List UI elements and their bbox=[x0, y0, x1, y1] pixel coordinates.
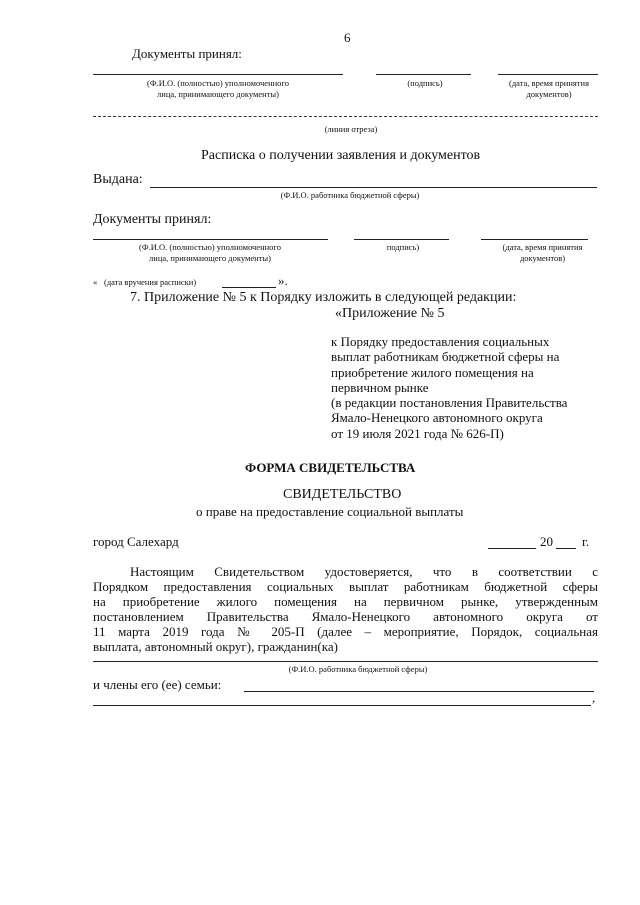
reference-line: (в редакции постановления Правительства bbox=[331, 395, 568, 411]
caption-name-2: лица, принимающего документы) bbox=[157, 89, 279, 99]
family-label: и члены его (ее) семьи: bbox=[93, 677, 222, 692]
caption-date-2: документов) bbox=[526, 89, 572, 99]
amendment-item: 7. Приложение № 5 к Порядку изложить в следующей редакции: bbox=[130, 290, 517, 305]
cut-line-caption: (линия отреза) bbox=[324, 124, 378, 134]
family-line-2 bbox=[93, 705, 591, 706]
issued-caption: (Ф.И.О. работника бюджетной сферы) bbox=[280, 190, 420, 200]
citizen-line bbox=[93, 661, 598, 662]
receipt-caption-signature: подпись) bbox=[386, 242, 420, 252]
receipt-name-line bbox=[93, 239, 328, 240]
issued-line bbox=[150, 187, 597, 188]
receipt-caption-name-2: лица, принимающего документы) bbox=[149, 253, 271, 263]
caption-date-1: (дата, время принятия bbox=[509, 78, 589, 88]
caption-name-1: (Ф.И.О. (полностью) уполномоченного bbox=[147, 78, 289, 88]
paragraph-line: на приобретение жилого помещения на первичном рынке, утвержденным bbox=[93, 594, 598, 609]
paragraph-line: Порядком предоставления социальных выплат работникам бюджетной сферы bbox=[93, 579, 598, 594]
receipt-caption-name-1: (Ф.И.О. (полностью) уполномоченного bbox=[139, 242, 281, 252]
reference-line: к Порядку предоставления социальных bbox=[331, 334, 550, 349]
receipt-date-line bbox=[481, 239, 588, 240]
name-line bbox=[93, 74, 343, 75]
appendix-title: «Приложение № 5 bbox=[335, 306, 445, 321]
reference-line: приобретение жилого помещения на bbox=[331, 364, 534, 380]
delivery-date-line bbox=[222, 287, 276, 288]
family-line-1 bbox=[244, 691, 594, 692]
reference-line: выплат работникам бюджетной сферы на bbox=[331, 349, 560, 365]
receipt-accepted-label: Документы принял: bbox=[93, 212, 212, 227]
signature-line bbox=[376, 74, 471, 75]
certificate-title: СВИДЕТЕЛЬСТВО bbox=[283, 487, 402, 502]
certificate-paragraph bbox=[93, 564, 598, 654]
receipt-signature-line bbox=[354, 239, 449, 240]
receipt-title: Расписка о получении заявления и документов bbox=[201, 148, 481, 163]
caption-signature: (подпись) bbox=[407, 78, 443, 88]
page-number: 6 bbox=[344, 30, 351, 45]
cut-line bbox=[93, 116, 598, 117]
reference-line: Ямало-Ненецкого автономного округа bbox=[331, 410, 543, 426]
date-day-line bbox=[488, 548, 536, 549]
certificate-subtitle: о праве на предоставление социальной выплаты bbox=[196, 504, 464, 519]
delivery-date-label: (дата вручения расписки) bbox=[104, 277, 197, 287]
reference-line: первичном рынке bbox=[331, 379, 429, 395]
family-comma: , bbox=[592, 690, 596, 705]
year-suffix: г. bbox=[582, 534, 590, 549]
receipt-caption-date-1: (дата, время принятия bbox=[502, 242, 583, 252]
receipt-caption-date-2: документов) bbox=[519, 253, 566, 263]
paragraph-line: 11 марта 2019 года № 205-П (далее – мероприятие, Порядок, социальная bbox=[93, 624, 598, 639]
accepted-label: Документы принял: bbox=[132, 46, 242, 61]
appendix-reference bbox=[331, 334, 567, 441]
form-title: ФОРМА СВИДЕТЕЛЬСТВА bbox=[245, 460, 416, 475]
date-line bbox=[498, 74, 598, 75]
citizen-caption: (Ф.И.О. работника бюджетной сферы) bbox=[288, 664, 428, 674]
year-line bbox=[556, 548, 576, 549]
reference-line: от 19 июля 2021 года № 626-П) bbox=[331, 425, 504, 441]
delivery-date-quote: « bbox=[93, 277, 98, 287]
issued-label: Выдана: bbox=[93, 172, 143, 187]
paragraph-line: Настоящим Свидетельством удостоверяется, что в соответствии с bbox=[130, 564, 598, 579]
year-prefix: 20 bbox=[540, 534, 553, 549]
paragraph-line: постановлением Правительства Ямало-Ненецкого автономного округа от bbox=[93, 609, 598, 624]
delivery-date-end: ». bbox=[278, 273, 288, 288]
city: город Салехард bbox=[93, 534, 179, 549]
paragraph-line: выплата, автономный округ), гражданин(ка) bbox=[93, 639, 338, 654]
